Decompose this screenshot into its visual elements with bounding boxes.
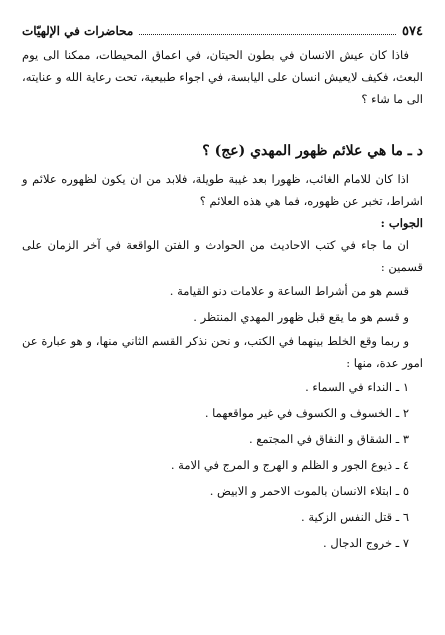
transition-paragraph: و ربما وقع الخلط بينهما في الكتب، و نحن نذكر القسم الثاني منها، و هو عبارة عن امور عدة، منها :	[22, 334, 423, 370]
answer-label: الجواب :	[380, 216, 423, 230]
part-item-1: قسم هو من أشراط الساعة و علامات دنو القيامة .	[169, 284, 409, 298]
header-dotted-leader	[139, 34, 396, 35]
answer-intro: ان ما جاء في كتب الاحاديث من الحوادث و الفتن الواقعة في آخر الزمان على قسمين :	[22, 238, 423, 274]
sign-item-6: ٦ ـ قتل النفس الزكية .	[301, 510, 409, 524]
section-spacer	[22, 110, 423, 132]
section-heading: د ـ ما هي علائم ظهور المهدي (عج) ؟	[202, 143, 423, 159]
book-title: محاضرات في الإلهيّات	[22, 24, 134, 38]
intro-paragraph: فاذا كان عيش الانسان في بطون الحيتان، في اعماق المحيطات، ممكنا الى يوم البعث، فكيف لايعيش انسان على اليابسة، في اجواء طبيعية، تحت رعاية الله و عنايته، الى ما شاء ؟	[22, 48, 423, 106]
sign-item-4: ٤ ـ ذيوع الجور و الظلم و الهرج و المرج في الامة .	[170, 458, 409, 472]
sign-item-3: ٣ ـ الشقاق و النفاق في المجتمع .	[248, 432, 409, 446]
sign-item-1: ١ ـ النداء في السماء .	[305, 380, 409, 394]
question-paragraph: اذا كان للامام الغائب، ظهورا بعد غيبة طويلة، فلابد من ان يكون لظهوره علائم و اشراط، تخبر عن ظهوره، فما هي هذه العلائم ؟	[22, 172, 423, 208]
sign-item-5: ٥ ـ ابتلاء الانسان بالموت الاحمر و الابيض .	[209, 484, 409, 498]
sign-item-7: ٧ ـ خروج الدجال .	[323, 536, 409, 550]
part-item-2: و قسم هو ما يقع قبل ظهور المهدي المنتظر .	[193, 310, 409, 324]
page-number: ٥٧٤	[402, 23, 423, 39]
sign-item-2: ٢ ـ الخسوف و الكسوف في غير مواقعهما .	[204, 406, 409, 420]
page-header	[22, 20, 423, 42]
page-body	[22, 44, 423, 556]
